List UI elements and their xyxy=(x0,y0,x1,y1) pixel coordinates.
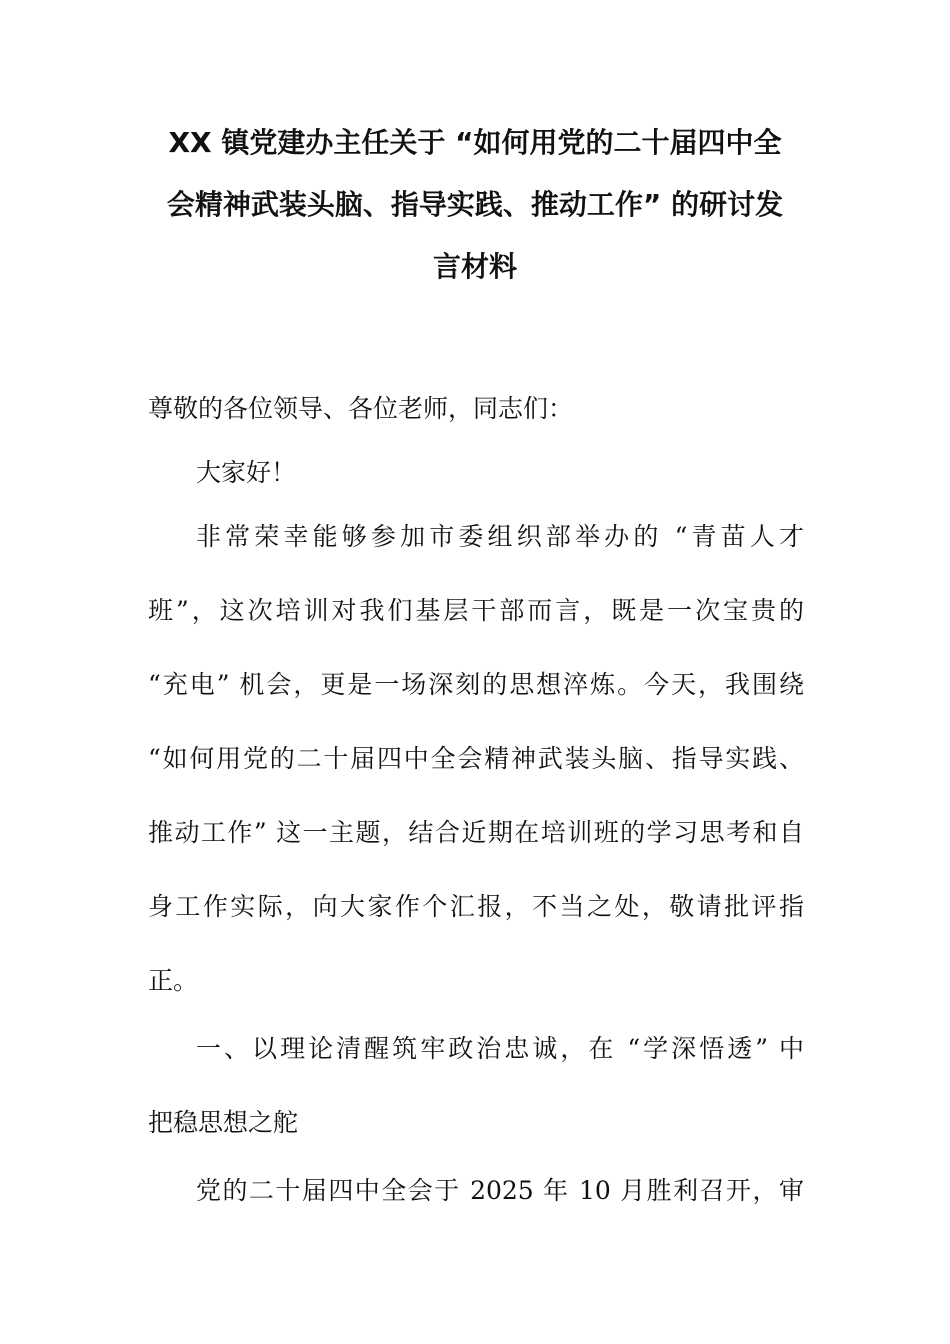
salutation: 尊敬的各位领导、各位老师，同志们： xyxy=(148,394,574,423)
section-heading-line: 一、以理论清醒筑牢政治忠诚，在 “学深悟透” 中 xyxy=(196,1034,804,1063)
paragraph-line: 党的二十届四中全会于 2025 年 10 月胜利召开，审 xyxy=(196,1176,804,1205)
paragraph-line: “充电” 机会，更是一场深刻的思想淬炼。今天，我围绕 xyxy=(148,670,804,699)
section-heading-line: 把稳思想之舵 xyxy=(148,1108,299,1137)
paragraph-line: 推动工作” 这一主题，结合近期在培训班的学习思考和自 xyxy=(148,818,804,847)
paragraph-line: 身工作实际，向大家作个汇报，不当之处，敬请批评指 xyxy=(148,892,804,921)
paragraph-line: “如何用党的二十届四中全会精神武装头脑、指导实践、 xyxy=(148,744,804,773)
title-line: 言材料 xyxy=(432,250,517,283)
document-title xyxy=(120,112,830,298)
greeting: 大家好！ xyxy=(196,458,297,487)
paragraph-line: 班”，这次培训对我们基层干部而言，既是一次宝贵的 xyxy=(148,596,804,625)
paragraph-line: 非常荣幸能够参加市委组织部举办的 “青苗人才 xyxy=(196,522,804,551)
title-line: 会精神武装头脑、指导实践、推动工作” 的研讨发 xyxy=(166,188,784,221)
title-line: XX 镇党建办主任关于 “如何用党的二十届四中全 xyxy=(168,126,782,159)
paragraph-line: 正。 xyxy=(148,966,199,995)
